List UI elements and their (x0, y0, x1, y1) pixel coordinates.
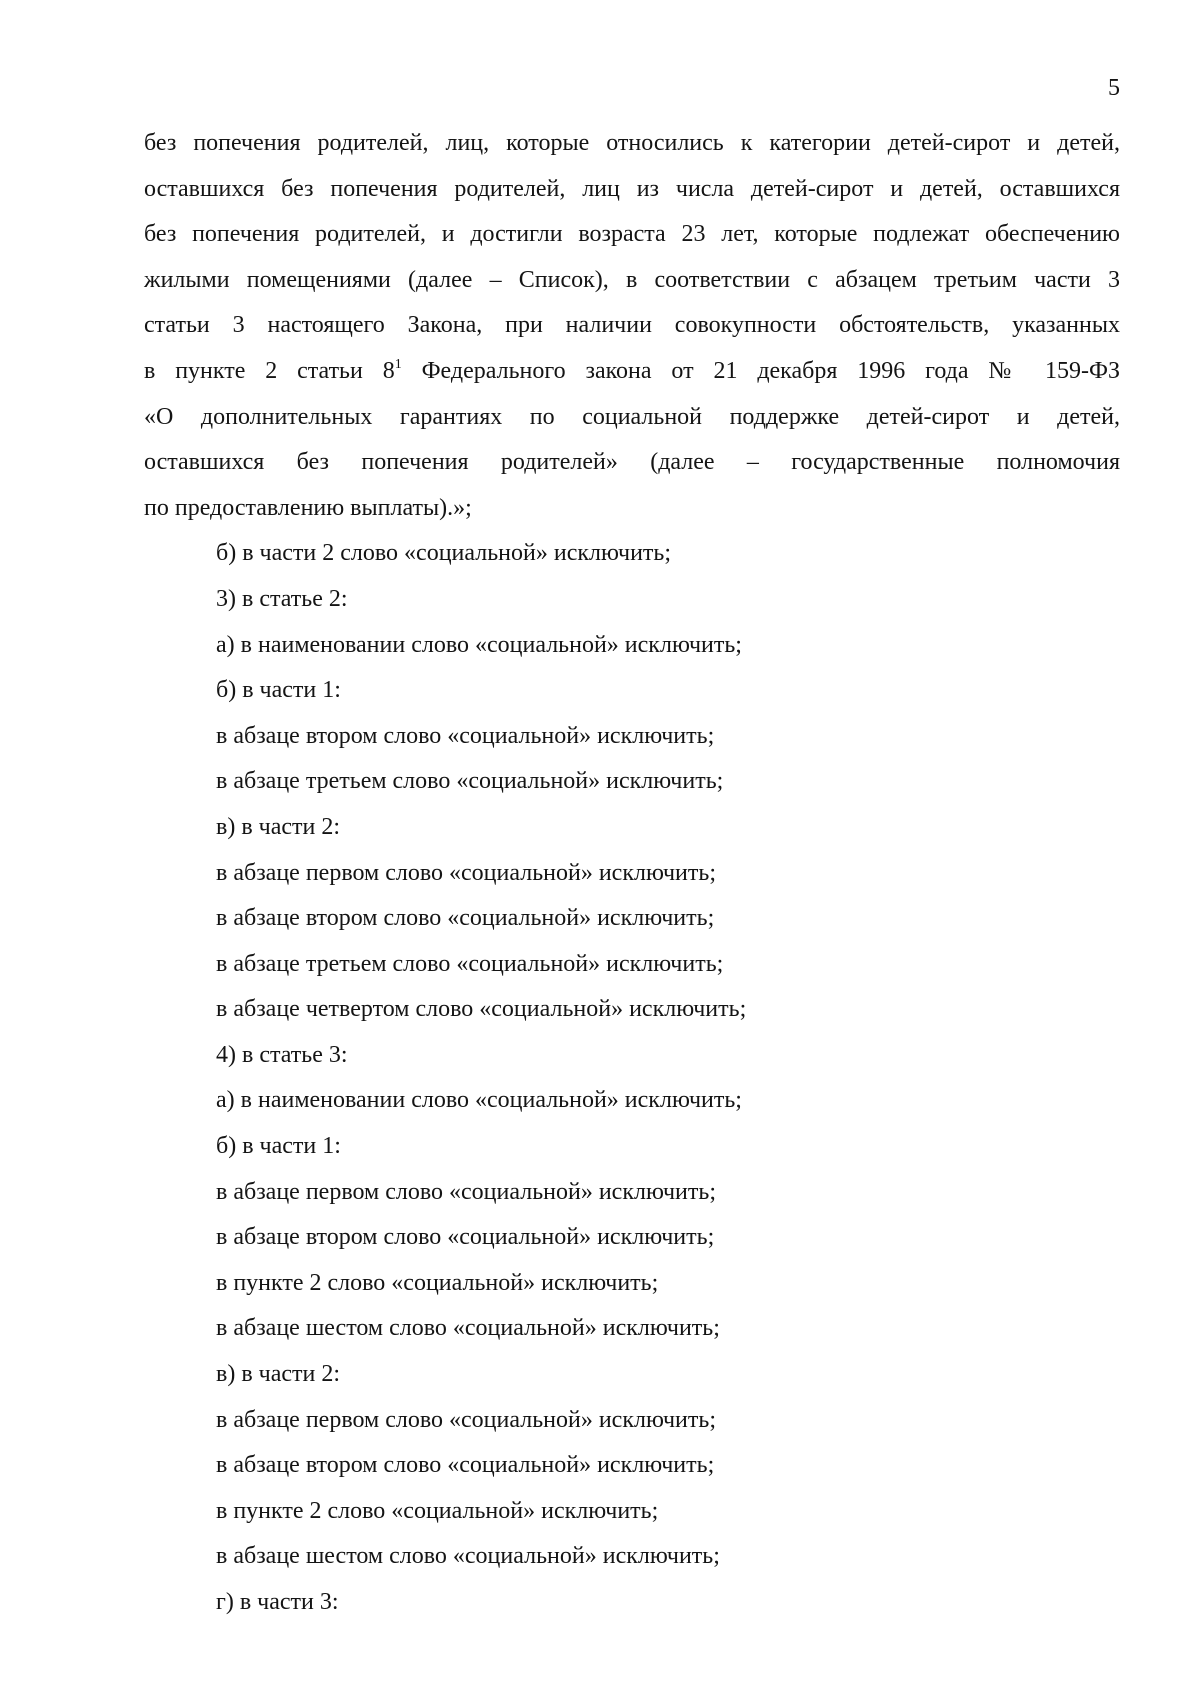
page-number: 5 (1108, 75, 1120, 101)
article-superscript: 1 (394, 356, 402, 372)
amendment-item: б) в части 2 слово «социальной» исключить; (216, 540, 672, 567)
amendment-item: в абзаце первом слово «социальной» исключить; (216, 1178, 716, 1205)
paragraph-line: жилыми помещениями (далее – Список), в соответствии с абзацем третьим части 3 (144, 266, 1120, 293)
paragraph-line: без попечения родителей, и достигли возраста 23 лет, которые подлежат обеспечению (144, 221, 1120, 248)
paragraph-line: без попечения родителей, лиц, которые относились к категории детей-сирот и детей, (144, 130, 1120, 156)
amendment-item: 3) в статье 2: (216, 585, 348, 612)
amendment-item: в абзаце шестом слово «социальной» исключить; (216, 1543, 720, 1570)
amendment-item: в) в части 2: (216, 1361, 341, 1388)
amendment-item: б) в части 1: (216, 677, 341, 704)
amendment-item: в абзаце третьем слово «социальной» исключить; (216, 768, 724, 795)
amendment-item: в абзаце первом слово «социальной» исключить; (216, 1406, 716, 1433)
amendment-item: в абзаце третьем слово «социальной» исключить; (216, 950, 724, 977)
paragraph-line: оставшихся без попечения родителей, лиц из числа детей-сирот и детей, оставшихся (144, 175, 1120, 202)
amendment-item: б) в части 1: (216, 1133, 341, 1160)
amendment-item: в абзаце первом слово «социальной» исключить; (216, 859, 716, 886)
amendment-item: в абзаце четвертом слово «социальной» исключить; (216, 996, 747, 1023)
amendment-item: в пункте 2 слово «социальной» исключить; (216, 1269, 659, 1296)
paragraph-line: статьи 3 настоящего Закона, при наличии совокупности обстоятельств, указанных (144, 312, 1120, 339)
amendment-item: г) в части 3: (216, 1589, 339, 1615)
paragraph-line: оставшихся без попечения родителей» (далее – государственные полномочия (144, 449, 1120, 476)
document-body (144, 121, 1120, 1626)
continued-paragraph (144, 121, 1120, 531)
line-text-before-superscript: в пункте 2 статьи 8 (144, 357, 395, 384)
paragraph-line: «О дополнительных гарантиях по социальной поддержке детей-сирот и детей, (144, 403, 1120, 430)
amendment-item: в абзаце втором слово «социальной» исключить; (216, 905, 715, 932)
amendment-item: в абзаце шестом слово «социальной» исключить; (216, 1315, 720, 1342)
amendment-item: в пункте 2 слово «социальной» исключить; (216, 1497, 659, 1524)
amendment-item: в абзаце втором слово «социальной» исключить; (216, 1452, 715, 1479)
amendment-item: 4) в статье 3: (216, 1041, 348, 1068)
amendment-item: а) в наименовании слово «социальной» исключить; (216, 1087, 742, 1114)
line-text-after-superscript: Федерального закона от 21 декабря 1996 года № 159-ФЗ (401, 357, 1121, 384)
amendment-list (144, 531, 1120, 1625)
amendment-item: в абзаце втором слово «социальной» исключить; (216, 722, 715, 749)
amendment-item: в) в части 2: (216, 813, 341, 840)
paragraph-last-line: по предоставлению выплаты).»; (144, 494, 472, 521)
paragraph-line-with-footnote (144, 349, 1120, 395)
amendment-item: в абзаце втором слово «социальной» исключить; (216, 1224, 715, 1251)
amendment-item: а) в наименовании слово «социальной» исключить; (216, 631, 742, 658)
